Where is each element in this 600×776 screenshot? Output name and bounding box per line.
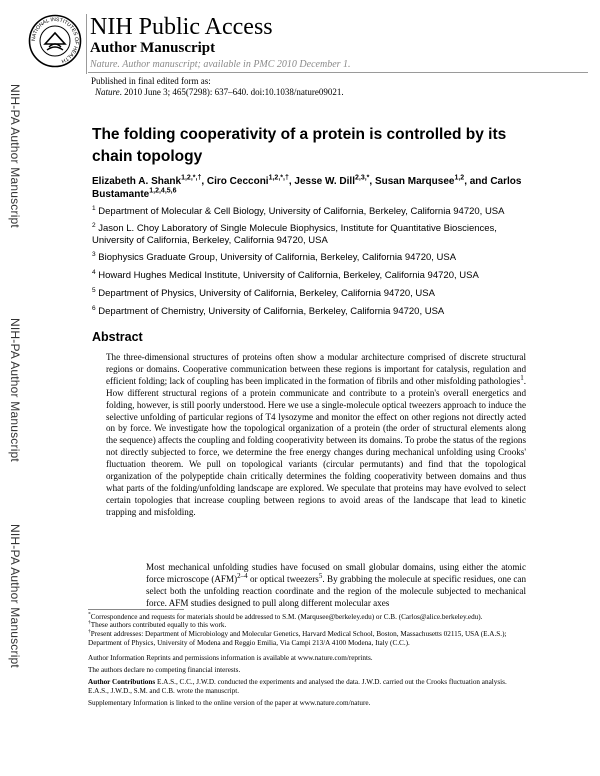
author-name: Carlos Bustamante [92, 176, 522, 200]
svg-text:NATIONAL INSTITUTES OF HEALTH: NATIONAL INSTITUTES OF HEALTH [30, 16, 80, 64]
author-marks: 1,2,*,† [268, 174, 289, 182]
author-marks: 1,2 [454, 174, 465, 182]
sidebar-label-top: NIH-PA Author Manuscript [8, 84, 22, 228]
author-name: Elizabeth A. Shank [92, 176, 182, 187]
affiliation: $^4$ Howard Hughes Medical Institute, University of California, Berkeley, California 94720, USA [92, 268, 479, 281]
citation-ref: 1 [520, 373, 524, 382]
header-availability-note: Nature. Author manuscript; available in PMC 2010 December 1. [90, 59, 351, 70]
journal-name: Nature [95, 87, 120, 97]
published-label: Published in final edited form as: [91, 76, 211, 86]
author-list: Elizabeth A. Shank$^{1,2,*,\dagger}$, Ciro Cecconi$^{1,2,*,\dagger}$, Jesse W. Dill$^{2,3,*}$, Susan Marqusee$^{1,2}$, and Carlos Bustamante$^{1,2,4,5,6}$ [92, 174, 522, 200]
author-marks: 1,2,4,5,6 [149, 187, 177, 195]
affiliation: $^3$ Biophysics Graduate Group, University of California, Berkeley, California 94720, USA [92, 250, 457, 263]
header-subtitle: Author Manuscript [90, 40, 216, 56]
citation-ref: 5 [318, 571, 323, 580]
affiliation: $^1$ Department of Molecular & Cell Biology, University of California, Berkeley, California 94720, USA [92, 204, 505, 217]
footnote-present-addresses: †Present addresses: Department of Microbiology and Molecular Genetics, Harvard Medical School, Boston, Massachusetts 02115, USA (E.A.S.); Department of Physics, University of Modena and Reggio Emilia, Via Campi 213/A 4100 Modena, Italy (C.C.). [88, 628, 507, 647]
header-rule [88, 72, 588, 73]
footnote-correspondence: *Correspondence and requests for materials should be addressed to S.M. (Marqusee@berkeley.edu) or C.B. (Carlos@alice.berkeley.edu). [88, 611, 483, 621]
author-name: Jesse W. Dill [294, 176, 355, 187]
author-name: Ciro Cecconi [206, 176, 269, 187]
citation-details: . 2010 June 3; 465(7298): 637–640. doi:10.1038/nature09021. [119, 87, 344, 97]
author-marks: 1,2,*,† [181, 174, 202, 182]
abstract-heading: Abstract [92, 330, 143, 344]
footnote-competing-interests: The authors declare no competing financial interests. [88, 666, 241, 674]
footnote-rule [88, 609, 184, 610]
author-name: Susan Marqusee [374, 176, 455, 187]
header-vertical-rule [86, 14, 87, 74]
footnote-equal-contribution: †These authors contributed equally to this work. [88, 619, 227, 629]
footnote-supplementary: Supplementary Information is linked to the online version of the paper at www.nature.com/nature. [88, 699, 371, 707]
header-title: NIH Public Access [90, 14, 273, 40]
citation-line [95, 87, 344, 98]
citation-ref: 2–4 [237, 571, 248, 580]
sidebar-label-middle: NIH-PA Author Manuscript [8, 318, 22, 462]
affiliation: $^2$ Jason L. Choy Laboratory of Single Molecule Biophysics, Institute for Quantitative Biosciences, University of California, Berkeley, California 94720, USA [92, 221, 497, 246]
affiliation: $^6$ Department of Chemistry, University of California, Berkeley, California 94720, USA [92, 304, 445, 317]
footnote-author-contributions: Author Contributions E.A.S., C.C., J.W.D. conducted the experiments and analysed the data. J.W.D. carried out the Crooks fluctuation analysis. E.A.S., J.W.D., S.M. and C.B. wrote the manuscript. [88, 678, 507, 695]
abstract-text: The three-dimensional structures of proteins often show a modular architecture comprised of discrete structural regions or domains. Cooperative communication between these regions is important for catalysis, regulation and efficient folding; lack of coupling has been implicated in the formation of fibrils and other misfolding pathologies$^1$. How different structural regions of a protein communicate and contribute to a protein's overall energetics and folding, however, is still poorly understood. Here we use a single-molecule optical tweezers approach to induce the selective unfolding of particular regions of T4 lysozyme and monitor the effect on other regions not directly acted on by force. We investigate how the topological organization of a protein (the order of structural elements along the sequence) affects the coupling and folding cooperativity between its domains. To probe the status of the regions not directly subjected to force, we determine the free energy changes during mechanical unfolding using Crooks' fluctuation theorem. We pull on topological variants (circular permutants) and find that the topological organization of the polypeptide chain critically determines the folding cooperativity between domains and thus what parts of the folding/unfolding landscape are explored. We speculate that proteins may have evolved to select certain topologies that increase coupling between regions to avoid areas of the landscape that lead to kinetic trapping and misfolding. [106, 352, 526, 517]
article-title: The folding cooperativity of a protein is controlled by its chain topology [92, 126, 507, 165]
body-paragraph: Most mechanical unfolding studies have focused on small globular domains, using either the atomic force microscope (AFM)$^{2-4}$ or optical tweezers$^5$. By grabbing the molecule at specific residues, one can select both the unfolding reaction coordinate and the region of the molecule subjected to mechanical force. AFM studies designed to pull along different molecular axes [146, 562, 526, 608]
sidebar-label-bottom: NIH-PA Author Manuscript [8, 524, 22, 668]
nih-seal-logo [28, 14, 82, 68]
author-marks: 2,3,* [355, 174, 370, 182]
footnote-reprints: Author Information Reprints and permissions information is available at www.nature.com/reprints. [88, 654, 373, 662]
affiliation: $^5$ Department of Physics, University of California, Berkeley, California 94720, USA [92, 286, 435, 299]
